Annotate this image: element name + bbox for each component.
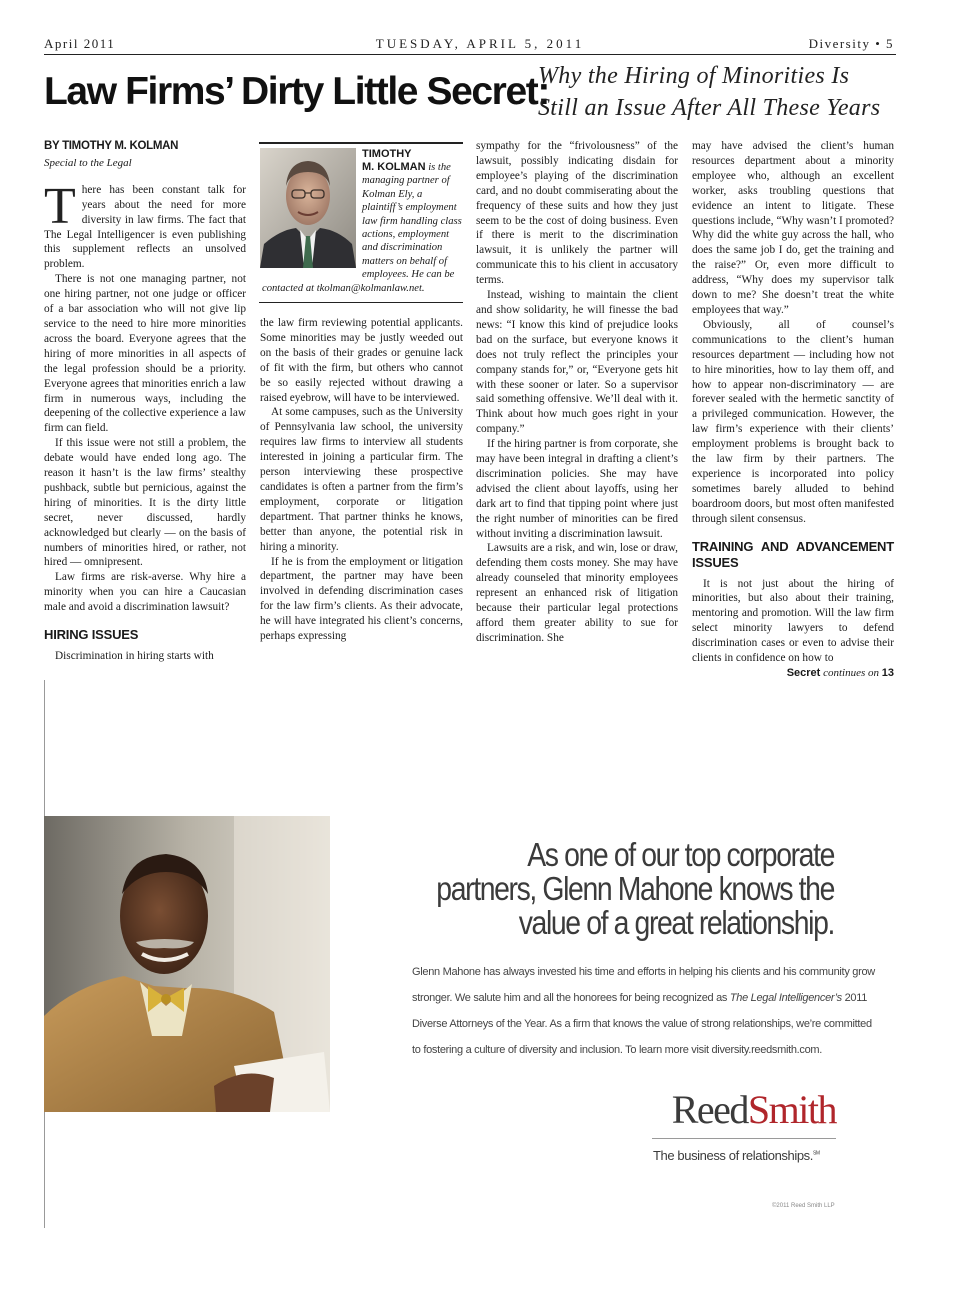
ad-copyright: ©2011 Reed Smith LLP bbox=[772, 1203, 835, 1209]
author-bio-text bbox=[262, 161, 462, 295]
reedsmith-logo bbox=[672, 1086, 836, 1133]
author-box-bottom-rule bbox=[259, 302, 463, 303]
ad-body-line4: to fostering a culture of diversity and inclusion. To learn more visit diversity.reedsmith.com. bbox=[412, 1044, 823, 1056]
subhead-hiring-issues: HIRING ISSUES bbox=[44, 627, 139, 643]
article-column-3 bbox=[476, 139, 678, 646]
col2-paragraph-1: the law firm reviewing potential applicants. Some minorities may be justly weeded out on the basis of their grades or genuine lack of fit with the firm, but others who cannot be so easily rejected without drawing a raised eyebrow, will have to be interviewed. bbox=[260, 317, 463, 404]
col3-paragraph-4: Lawsuits are a risk, and win, lose or draw, defending them costs money. She may have already counseled that minority employees represent an enhanced risk of litigation because their particular legal protections afford them greater ability to sue for discrimination. She bbox=[476, 542, 678, 644]
col3-paragraph-2: Instead, wishing to maintain the client and show solidarity, he will finesse the bad news: “I know this kind of prejudice looks bad on the surface, but everyone knows it does not truly reflect the principles your company stands for,” or, “Everyone gets hit with these sooner or later. So a supervisor said something offensive. We’ll deal with it. Think about how much goes right in your company.” bbox=[476, 289, 678, 436]
col1-paragraph-5: Discrimination in hiring starts with bbox=[55, 650, 214, 663]
ad-body-line2a: stronger. We salute him and all the honorees for being recognized as bbox=[412, 992, 730, 1004]
drop-cap: T bbox=[44, 177, 76, 235]
author-box-rule bbox=[259, 142, 463, 144]
folio-dateline: TUESDAY, APRIL 5, 2011 bbox=[375, 36, 585, 51]
subhead-training-advancement: TRAINING AND ADVANCEMENT ISSUES bbox=[692, 538, 894, 570]
ad-body-line2c: 2011 bbox=[841, 992, 868, 1004]
byline-role: Special to the Legal bbox=[44, 156, 132, 169]
headline-sub-line1: Why the Hiring of Minorities Is bbox=[538, 63, 850, 89]
continuation-page: 13 bbox=[881, 667, 894, 679]
continuation-word: Secret bbox=[786, 667, 821, 679]
author-bio bbox=[362, 148, 462, 161]
col2-paragraph-2: At some campuses, such as the University of Pennsylvania law school, the university requires law firms to interview all students interested in joining a particular firm. The person interviewing these prospective candidates is often a partner from the firm’s employment, corporate or litigation department. That partner thinks he knows, better than anyone, the potential risk in hiring a minority. bbox=[260, 406, 463, 553]
col1-paragraph-4: Law firms are risk-averse. Why hire a minority when you can hire a Caucasian male and avoid a discrimination lawsuit? bbox=[44, 571, 246, 614]
byline-author: BY TIMOTHY M. KOLMAN bbox=[44, 140, 179, 152]
ad-headline-line1: As one of our top corporate bbox=[527, 836, 834, 873]
col1-paragraph-1: here has been constant talk for years about the need for more diversity in law firms. The fact that The Legal Intelligencer is even publishing this supplement reflects an unsolved problem. bbox=[44, 183, 246, 271]
col4-paragraph-2: Obviously, all of counsel’s communications to the client’s human resources department — including how not to hire minorities, how to lay them off, and how to appear non-discriminatory — are forever sealed with the hermetic sanctity of a privileged communication. However, the law firm’s experience with their clients’ employment problems is brought back to the law firm by their partners. The experience is incorporated into policy sometimes barely alluded to behind boardroom doors, but most often manifested through silent consensus. bbox=[692, 318, 894, 525]
ad-headline bbox=[352, 838, 834, 940]
ad-tagline-tm: SM bbox=[812, 1150, 820, 1157]
ad-body-publication: The Legal Intelligencer’s bbox=[729, 992, 842, 1004]
folio-date: April 2011 bbox=[44, 36, 116, 51]
col4-paragraph-3: It is not just about the hiring of minorities, but also about their training, mentoring and promotion. Will the law firm select minority lawyers to defend discrimination cases or even to advise their clients in confidence on how to bbox=[692, 577, 894, 665]
headline-main: Law Firms’ Dirty Little Secret: bbox=[44, 70, 549, 113]
ad-tagline bbox=[653, 1148, 820, 1163]
col3-paragraph-1: sympathy for the “frivolousness” of the lawsuit, possibly indicating disdain for employee’s playing of the discrimination card, and no doubt commiserating about the frequency of these suits and how they just seem to be the cost of doing business. Even if there is merit to the discrimination lawsuit, it is unlikely the partner will communicate this to his client in accusatory terms. bbox=[476, 140, 678, 287]
ad-body-line2 bbox=[412, 985, 868, 1011]
author-name-line2: M. KOLMAN bbox=[362, 161, 426, 173]
article-column-1 bbox=[44, 139, 246, 664]
col1-paragraph-2: There is not one managing partner, not one hiring partner, not one judge or officer of a bar association who will not give lip service to the need to hire more minorities across the board. Everyone agrees that the hiring of more minorities in all aspects of the legal profession should be a priority. Everyone agrees that minorities enrich a law firm in numerous ways, including the deepening of the collective experience a law firm can field. bbox=[44, 273, 246, 435]
headline-sub-line2: Still an Issue After All These Years bbox=[538, 95, 881, 121]
logo-rule bbox=[652, 1138, 836, 1139]
headline-sub bbox=[538, 60, 880, 124]
col4-paragraph-1: may have advised the client’s human resources department about a minority employee who, although an excellent worker, asks troubling questions that evidence an intent to litigate. These questions include, “Why wasn’t I promoted? Why did the white guy across the hall, who does the same job I do, get the training and the raise?” Or, even more difficult to address, “Why does my supervisor talk down to me? She doesn’t treat the white employees that way.” bbox=[692, 140, 894, 316]
ad-tagline-text: The business of relationships. bbox=[653, 1148, 813, 1163]
col1-paragraph-3: If this issue were not still a problem, the debate would have ended long ago. The reason it hasn’t is the law firms’ stealthy pushback, subtle but pernicious, against the hiring of minorities. It is the dirty little secret, never discussed, hardly acknowledged but clearly — on the basis of numbers of minorities hired, or rather, not hired — omnipresent. bbox=[44, 437, 246, 569]
article-column-2 bbox=[260, 316, 463, 644]
ad-body bbox=[412, 959, 875, 1063]
top-rule bbox=[44, 54, 896, 55]
col3-paragraph-3: If the hiring partner is from corporate, she may have been integral in drafting a client’s discrimination policies. She may have advised the client about layoffs, using her dark art to find that tipping point where just the right number of minorities can be fired without inviting a discrimination lawsuit. bbox=[476, 438, 678, 540]
author-bio-body: is the managing partner of Kolman Ely, a plaintiff’s employment law firm handling class actions, employment and discrimination matters on behalf of employees. He can be contacted at tkolman@kolmanlaw.net. bbox=[262, 162, 462, 294]
ad-headline-line3: value of a great relationship. bbox=[518, 904, 834, 941]
article-column-4 bbox=[692, 139, 894, 681]
col2-paragraph-3: If he is from the employment or litigation department, the partner may have been involved in defending discrimination cases for the law firm’s clients. As their advocate, he will have integrated his client’s concerns, perhaps expressing bbox=[260, 555, 463, 643]
ad-body-line3: Diverse Attorneys of the Year. As a firm that knows the value of strong relationships, we’re committed bbox=[412, 1018, 872, 1030]
ad-body-line1: Glenn Mahone has always invested his time and efforts in helping his clients and his community grow bbox=[412, 966, 875, 978]
logo-smith: Smith bbox=[747, 1087, 836, 1132]
author-name-line1: TIMOTHY bbox=[362, 148, 412, 160]
continuation-text: continues on bbox=[823, 667, 879, 679]
continuation-line bbox=[692, 666, 894, 681]
ad-photo bbox=[44, 816, 330, 1112]
ad-photo-svg bbox=[44, 816, 330, 1112]
folio-section: Diversity • 5 bbox=[808, 36, 894, 51]
logo-reed: Reed bbox=[671, 1087, 748, 1132]
ad-headline-line2: partners, Glenn Mahone knows the bbox=[436, 870, 834, 907]
